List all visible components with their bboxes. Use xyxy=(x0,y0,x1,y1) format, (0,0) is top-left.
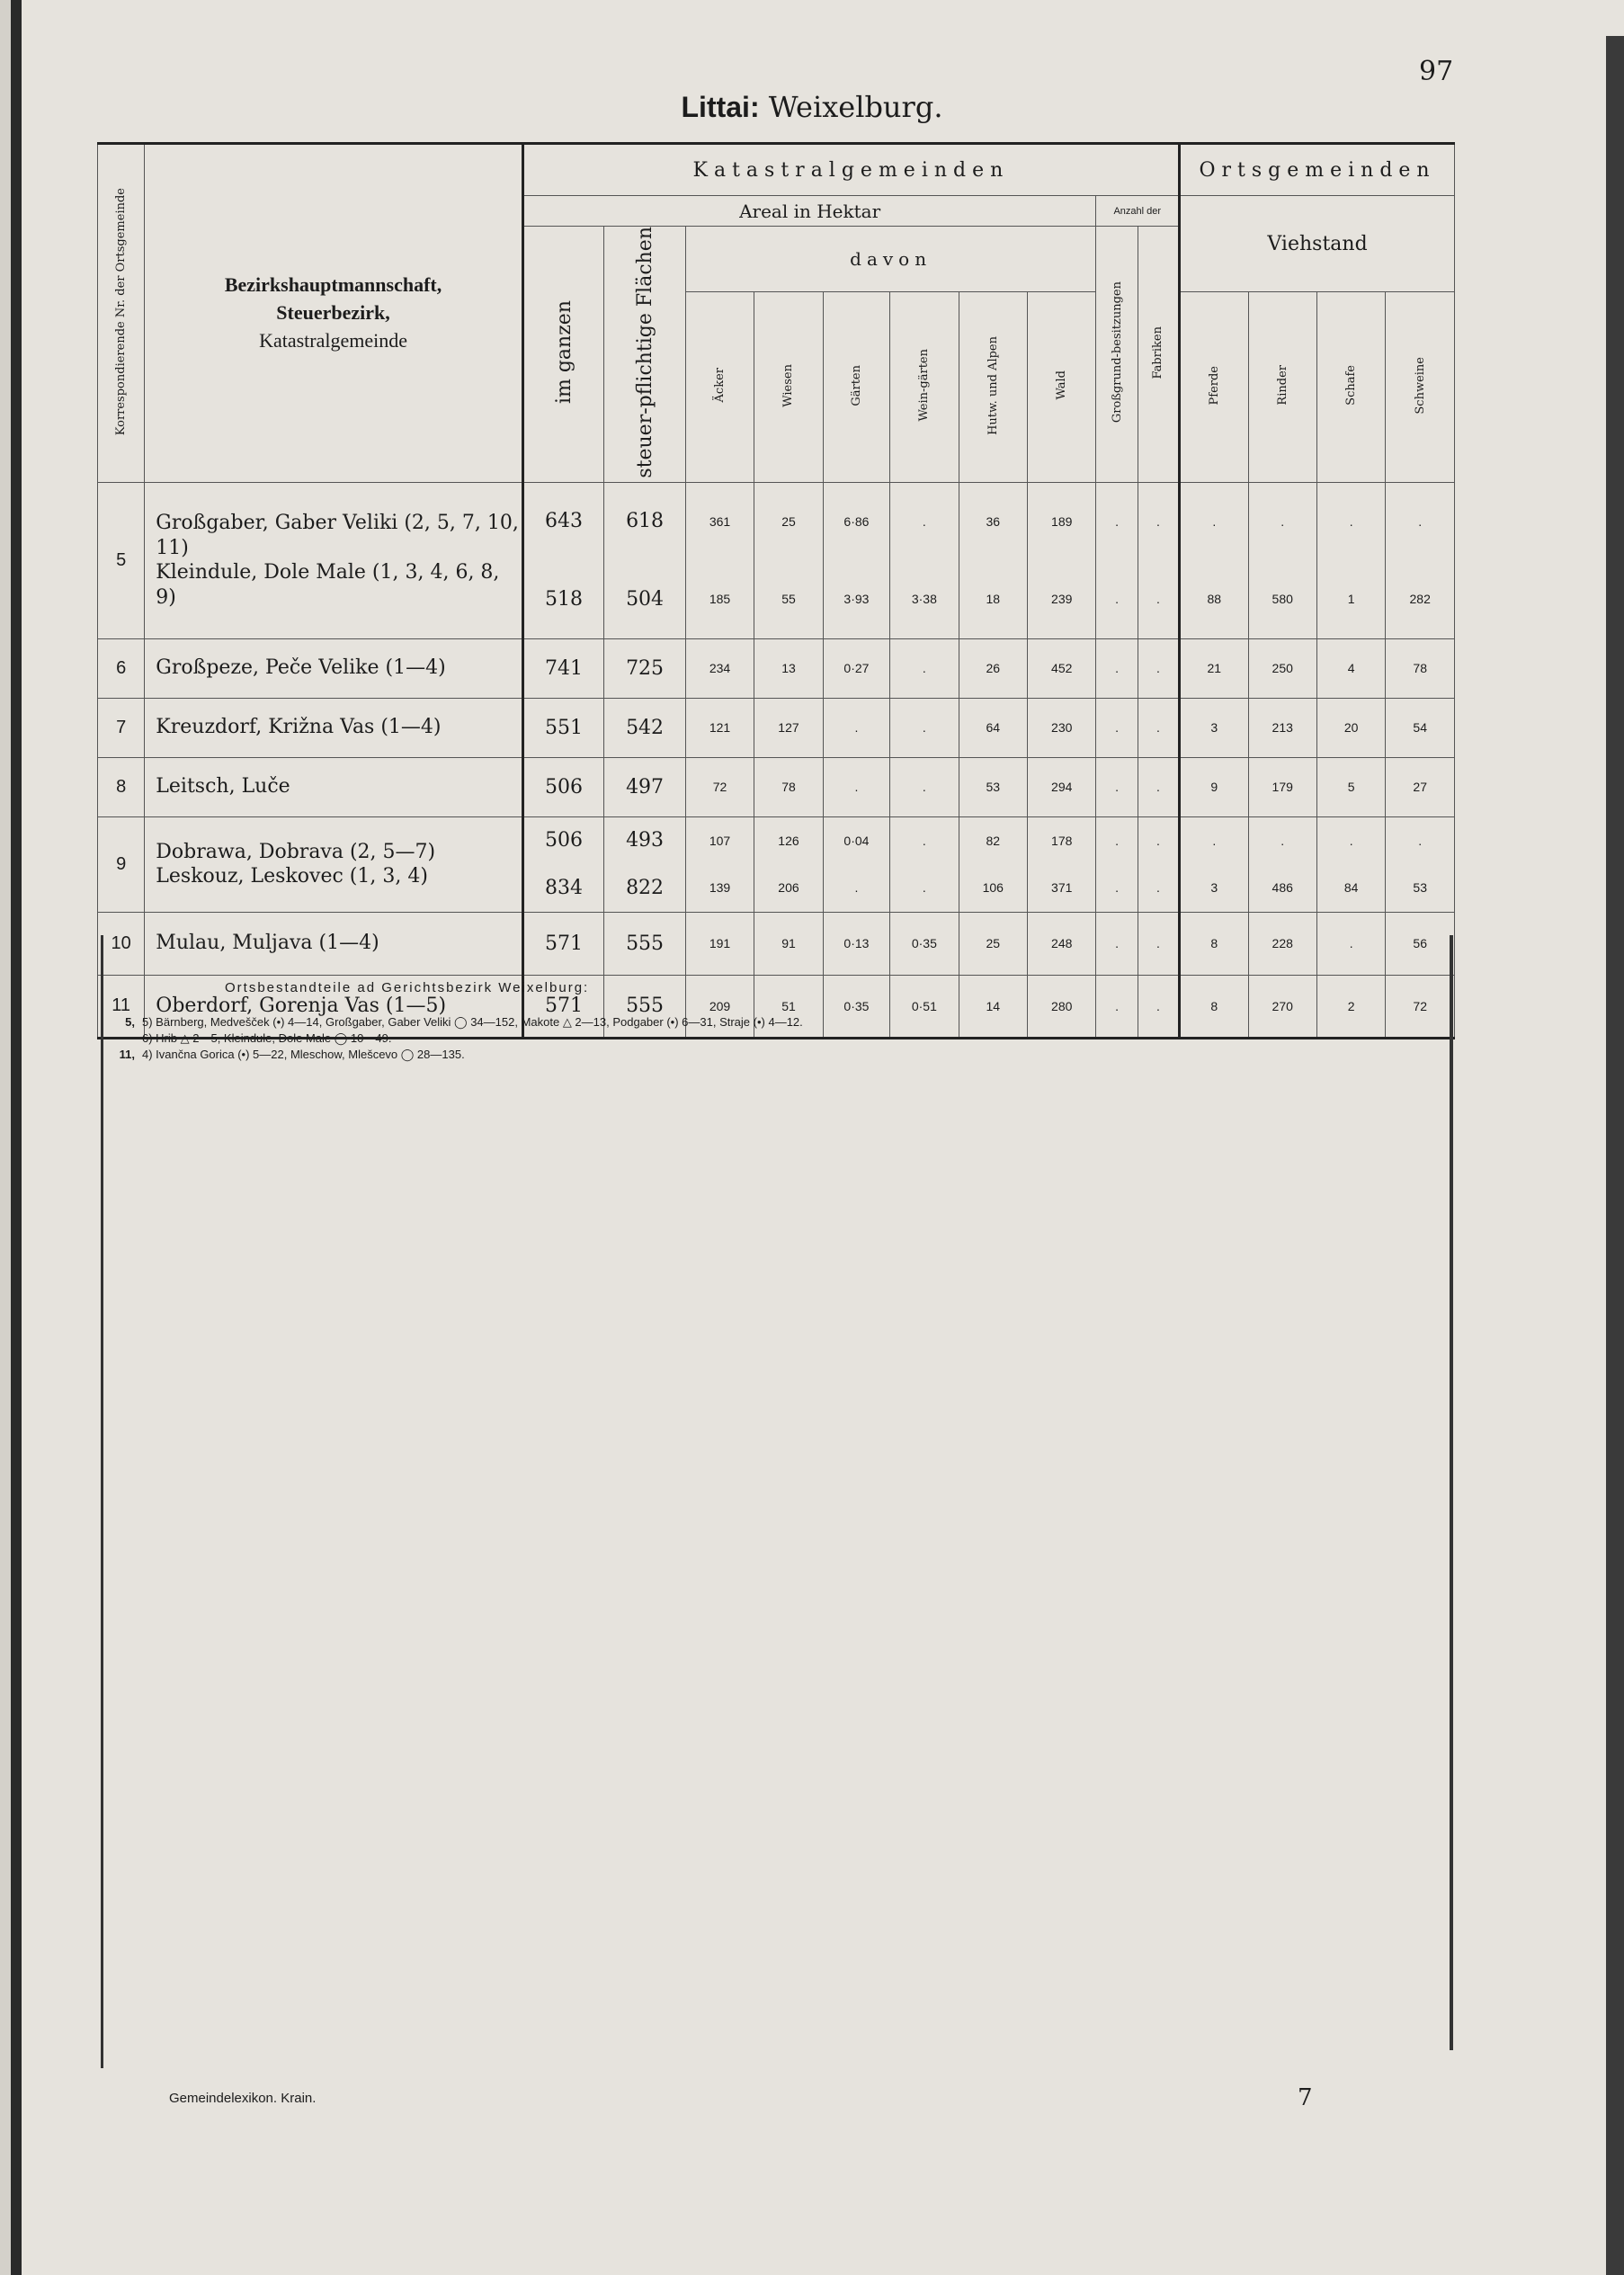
cell-value: Wiesen xyxy=(781,363,796,407)
cell-value: 0·04 xyxy=(843,833,870,848)
cell-value: 3·38 xyxy=(911,592,937,607)
header-gross xyxy=(1096,227,1138,483)
cell-value: 185 xyxy=(709,592,731,607)
table-cell xyxy=(522,482,604,638)
cell-value: Pferde xyxy=(1207,365,1221,406)
cell-value: . xyxy=(1212,833,1217,848)
table-cell: 11 xyxy=(98,975,145,1038)
cell-value: 282 xyxy=(1409,592,1431,607)
table-cell: 72 xyxy=(685,757,754,816)
cell-value: 493 xyxy=(626,829,665,852)
cell-value: Wald xyxy=(1055,370,1069,400)
cell-value: 6·86 xyxy=(843,513,870,529)
footnote-line: 5, 5) Bärnberg, Medvešček (•) 4—14, Großgaber, Gaber Veliki ◯ 34—152, Makote △ 2—13, Podgaber (•) 6—31, Straje (•) 4—12. xyxy=(125,1015,803,1029)
table-cell: 127 xyxy=(754,698,823,757)
table-cell: 8 xyxy=(98,757,145,816)
table-cell: 13 xyxy=(754,638,823,698)
table-cell: . xyxy=(1096,638,1138,698)
table-cell: 234 xyxy=(685,638,754,698)
header-fabriken xyxy=(1138,227,1179,483)
cell-value: Katastralgemeinde xyxy=(259,328,407,352)
cell-value: 55 xyxy=(781,592,796,607)
cell-value: 3 xyxy=(1210,880,1218,896)
right-rule xyxy=(1450,935,1453,2050)
cell-value: 126 xyxy=(778,833,799,848)
cell-value: Korrespondierende Nr. der Ortsgemeinde xyxy=(114,187,129,435)
table-cell: 571 xyxy=(522,912,604,975)
table-cell: 78 xyxy=(754,757,823,816)
cell-value: 518 xyxy=(545,587,584,611)
table-cell xyxy=(1248,816,1316,912)
cell-value: . xyxy=(1418,513,1423,529)
cell-value: Hutw. und Alpen xyxy=(986,335,1000,435)
table-cell: 5 xyxy=(98,482,145,638)
table-cell: 91 xyxy=(754,912,823,975)
table-cell xyxy=(1386,816,1455,912)
cell-value: 189 xyxy=(1051,513,1073,529)
cell-value: im ganzen xyxy=(552,300,576,405)
cell-value: 82 xyxy=(986,833,1001,848)
table-cell: 25 xyxy=(959,912,1027,975)
table-cell: 0·13 xyxy=(823,912,889,975)
table-cell xyxy=(522,816,604,912)
header-steuer xyxy=(604,227,686,483)
cadastral-name: Dobrawa, Dobrava (2, 5—7) xyxy=(156,840,436,863)
table-row xyxy=(98,698,1455,757)
table-cell: . xyxy=(823,757,889,816)
table-cell: 280 xyxy=(1028,975,1096,1038)
cadastral-name: Leskouz, Leskovec (1, 3, 4) xyxy=(156,865,428,888)
table-cell: 213 xyxy=(1248,698,1316,757)
table-cell xyxy=(1180,816,1248,912)
table-cell: 228 xyxy=(1248,912,1316,975)
cell-value: 25 xyxy=(781,513,796,529)
cell-value: 834 xyxy=(545,876,584,899)
table-cell: 270 xyxy=(1248,975,1316,1038)
cell-value: Rinder xyxy=(1275,365,1289,406)
header-schweine xyxy=(1386,292,1455,482)
cell-value: 178 xyxy=(1051,833,1073,848)
table-cell: 54 xyxy=(1386,698,1455,757)
title-rest: Weixelburg. xyxy=(768,90,943,124)
header-wiesen xyxy=(754,292,823,482)
table-cell: 121 xyxy=(685,698,754,757)
cell-value: . xyxy=(1115,513,1120,529)
table-cell: 542 xyxy=(604,698,686,757)
table-cell: . xyxy=(1316,912,1385,975)
table-cell xyxy=(890,482,959,638)
header-katastral: Katastralgemeinden xyxy=(522,144,1179,196)
table-cell: 53 xyxy=(959,757,1027,816)
title-bold: Littai: xyxy=(681,91,760,123)
table-cell: 27 xyxy=(1386,757,1455,816)
cell-value: 139 xyxy=(709,880,731,896)
table-cell xyxy=(959,816,1027,912)
table-cell: 4 xyxy=(1316,638,1385,698)
table-row xyxy=(98,912,1455,975)
table-cell: 179 xyxy=(1248,757,1316,816)
header-rinder xyxy=(1248,292,1316,482)
table-cell: 497 xyxy=(604,757,686,816)
table-row xyxy=(98,482,1455,638)
header-gaerten xyxy=(823,292,889,482)
cell-value: 504 xyxy=(626,587,665,611)
header-wein xyxy=(890,292,959,482)
footnote-line: 6) Hrib △ 2—5, Kleindule, Dole Male ◯ 10—49. xyxy=(142,1031,392,1045)
table-cell xyxy=(1138,482,1179,638)
cadastral-name: Kreuzdorf, Križna Vas (1—4) xyxy=(145,698,522,757)
table-cell: 452 xyxy=(1028,638,1096,698)
cell-value: . xyxy=(1115,880,1120,896)
cell-value: 18 xyxy=(986,592,1001,607)
cell-value: . xyxy=(1212,513,1217,529)
table-cell: 7 xyxy=(98,698,145,757)
cell-value: 506 xyxy=(545,829,584,852)
cell-value: 486 xyxy=(1272,880,1293,896)
table-cell xyxy=(1386,482,1455,638)
table-cell: . xyxy=(1138,975,1179,1038)
cell-value: steuer-pflichtige Flächen xyxy=(633,227,656,478)
cell-value: . xyxy=(1115,592,1120,607)
table-cell xyxy=(823,482,889,638)
cell-value: 643 xyxy=(545,510,584,533)
footer-signature: 7 xyxy=(1298,2084,1313,2111)
page-edge xyxy=(1606,36,1624,2275)
header-hutw xyxy=(959,292,1027,482)
table-cell: 56 xyxy=(1386,912,1455,975)
cell-value: . xyxy=(1280,833,1285,848)
table-cell: 0·35 xyxy=(823,975,889,1038)
table-cell: 6 xyxy=(98,638,145,698)
header-viehstand: Viehstand xyxy=(1180,196,1455,292)
cadastral-name: Großgaber, Gaber Veliki (2, 5, 7, 10, 11) xyxy=(156,512,519,559)
cell-value: . xyxy=(1156,513,1160,529)
table-cell xyxy=(1248,482,1316,638)
cadastral-name: Großpeze, Peče Velike (1—4) xyxy=(145,638,522,698)
header-nr xyxy=(98,144,145,483)
table-cell xyxy=(145,816,522,912)
cell-value: Schweine xyxy=(1413,356,1427,415)
table-cell: 250 xyxy=(1248,638,1316,698)
table-cell: . xyxy=(1096,975,1138,1038)
table-cell: 741 xyxy=(522,638,604,698)
table-cell xyxy=(1096,482,1138,638)
cell-value: . xyxy=(922,880,926,896)
cell-value: Äcker xyxy=(713,368,727,403)
header-pferde xyxy=(1180,292,1248,482)
cell-value: Gärten xyxy=(849,364,863,406)
table-cell: 0·35 xyxy=(890,912,959,975)
table-cell xyxy=(1316,816,1385,912)
cell-value: 239 xyxy=(1051,592,1073,607)
cell-value: 53 xyxy=(1413,880,1427,896)
footnotes-title: Ortsbestandteile ad Gerichtsbezirk Weixelburg: xyxy=(225,980,590,995)
cell-value: 36 xyxy=(986,513,1001,529)
table-cell: . xyxy=(1096,698,1138,757)
table-cell xyxy=(1316,482,1385,638)
cell-value: . xyxy=(854,880,859,896)
cell-value: 3·93 xyxy=(843,592,870,607)
cell-value: 106 xyxy=(982,880,1004,896)
table-cell: 506 xyxy=(522,757,604,816)
cell-value: Schafe xyxy=(1344,365,1359,406)
left-rule xyxy=(101,935,103,2068)
table-cell: 5 xyxy=(1316,757,1385,816)
table-cell: 21 xyxy=(1180,638,1248,698)
cell-value: 88 xyxy=(1207,592,1222,607)
table-cell: . xyxy=(1096,912,1138,975)
table-cell: 555 xyxy=(604,912,686,975)
header-im-ganzen xyxy=(522,227,604,483)
cell-value: . xyxy=(1115,833,1120,848)
table-row xyxy=(98,757,1455,816)
table-cell xyxy=(1028,816,1096,912)
table-row xyxy=(98,816,1455,912)
table-cell: 78 xyxy=(1386,638,1455,698)
cell-value: Großgrund-besitzungen xyxy=(1110,281,1124,424)
table-cell: 14 xyxy=(959,975,1027,1038)
table-cell xyxy=(685,482,754,638)
table-cell: . xyxy=(1138,698,1179,757)
table-cell: 555 xyxy=(604,975,686,1038)
table-cell: 9 xyxy=(1180,757,1248,816)
table-cell: 2 xyxy=(1316,975,1385,1038)
header-district: Bezirkshauptmannschaft, Steuerbezirk, Katastralgemeinde xyxy=(145,144,522,483)
table-cell: 248 xyxy=(1028,912,1096,975)
cadastral-name: Mulau, Muljava (1—4) xyxy=(145,912,522,975)
cadastral-name: Leitsch, Luče xyxy=(145,757,522,816)
table-cell: . xyxy=(1096,757,1138,816)
table-cell xyxy=(754,482,823,638)
table-cell: . xyxy=(890,638,959,698)
cadastral-name: Kleindule, Dole Male (1, 3, 4, 6, 8, 9) xyxy=(156,561,500,609)
cell-value: . xyxy=(922,513,926,529)
header-anzahl: Anzahl der xyxy=(1096,196,1180,227)
table-cell: 0·51 xyxy=(890,975,959,1038)
table-cell xyxy=(1138,816,1179,912)
table-cell: 0·27 xyxy=(823,638,889,698)
table-cell: 294 xyxy=(1028,757,1096,816)
cell-value: Fabriken xyxy=(1151,326,1165,379)
cell-value: . xyxy=(1280,513,1285,529)
cell-value: 84 xyxy=(1343,880,1359,896)
table-cell: . xyxy=(890,698,959,757)
cell-value: 206 xyxy=(778,880,799,896)
cell-value: 1 xyxy=(1347,592,1355,607)
table-cell: 191 xyxy=(685,912,754,975)
header-ortsgemeinden: Ortsgemeinden xyxy=(1180,144,1455,196)
header-areal: Areal in Hektar xyxy=(522,196,1096,227)
header-aecker xyxy=(685,292,754,482)
cell-value: . xyxy=(1349,833,1353,848)
cell-value: 371 xyxy=(1051,880,1073,896)
table-cell: 20 xyxy=(1316,698,1385,757)
table-cell: 725 xyxy=(604,638,686,698)
footnote-line: 11, 4) Ivančna Gorica (•) 5—22, Mleschow, Mlešcevo ◯ 28—135. xyxy=(119,1048,465,1061)
table-cell: 230 xyxy=(1028,698,1096,757)
table-cell: 51 xyxy=(754,975,823,1038)
table-cell: . xyxy=(1138,912,1179,975)
table-cell: . xyxy=(823,698,889,757)
table-cell: 64 xyxy=(959,698,1027,757)
cell-value: . xyxy=(1418,833,1423,848)
table-cell: 26 xyxy=(959,638,1027,698)
table-cell xyxy=(1180,482,1248,638)
footnotes xyxy=(99,980,1466,1062)
cell-value: 618 xyxy=(626,510,665,533)
table-cell xyxy=(890,816,959,912)
table-cell: 3 xyxy=(1180,698,1248,757)
table-cell: 8 xyxy=(1180,975,1248,1038)
table-cell: . xyxy=(1138,638,1179,698)
table-cell xyxy=(1096,816,1138,912)
header-wald xyxy=(1028,292,1096,482)
table-cell: 8 xyxy=(1180,912,1248,975)
table-cell xyxy=(754,816,823,912)
table-cell xyxy=(604,482,686,638)
cell-value: 822 xyxy=(626,876,665,899)
table-cell xyxy=(145,482,522,638)
statistics-table xyxy=(97,142,1455,1039)
cell-value: . xyxy=(1156,592,1160,607)
cell-value: 580 xyxy=(1272,592,1293,607)
page-title xyxy=(0,90,1624,124)
table-cell: 10 xyxy=(98,912,145,975)
table-cell xyxy=(1028,482,1096,638)
table-cell: 9 xyxy=(98,816,145,912)
header-schafe xyxy=(1316,292,1385,482)
cell-value: Wein-gärten xyxy=(917,349,932,422)
cell-value: . xyxy=(1156,880,1160,896)
cell-value: 107 xyxy=(709,833,731,848)
table-cell xyxy=(823,816,889,912)
cell-value: 361 xyxy=(709,513,731,529)
table-cell: 551 xyxy=(522,698,604,757)
table-cell: 72 xyxy=(1386,975,1455,1038)
header-davon: davon xyxy=(685,227,1096,292)
footer-publication: Gemeindelexikon. Krain. xyxy=(169,2091,317,2106)
table-cell: 209 xyxy=(685,975,754,1038)
table-cell xyxy=(604,816,686,912)
table-cell: 571 xyxy=(522,975,604,1038)
page-number: 97 xyxy=(1419,56,1454,87)
table-cell: . xyxy=(1138,757,1179,816)
table-cell xyxy=(959,482,1027,638)
cell-value: . xyxy=(922,833,926,848)
table-cell xyxy=(685,816,754,912)
table-cell: . xyxy=(890,757,959,816)
cell-value: . xyxy=(1349,513,1353,529)
cadastral-name: Oberdorf, Gorenja Vas (1—5) xyxy=(145,975,522,1038)
table-row xyxy=(98,638,1455,698)
cell-value: . xyxy=(1156,833,1160,848)
